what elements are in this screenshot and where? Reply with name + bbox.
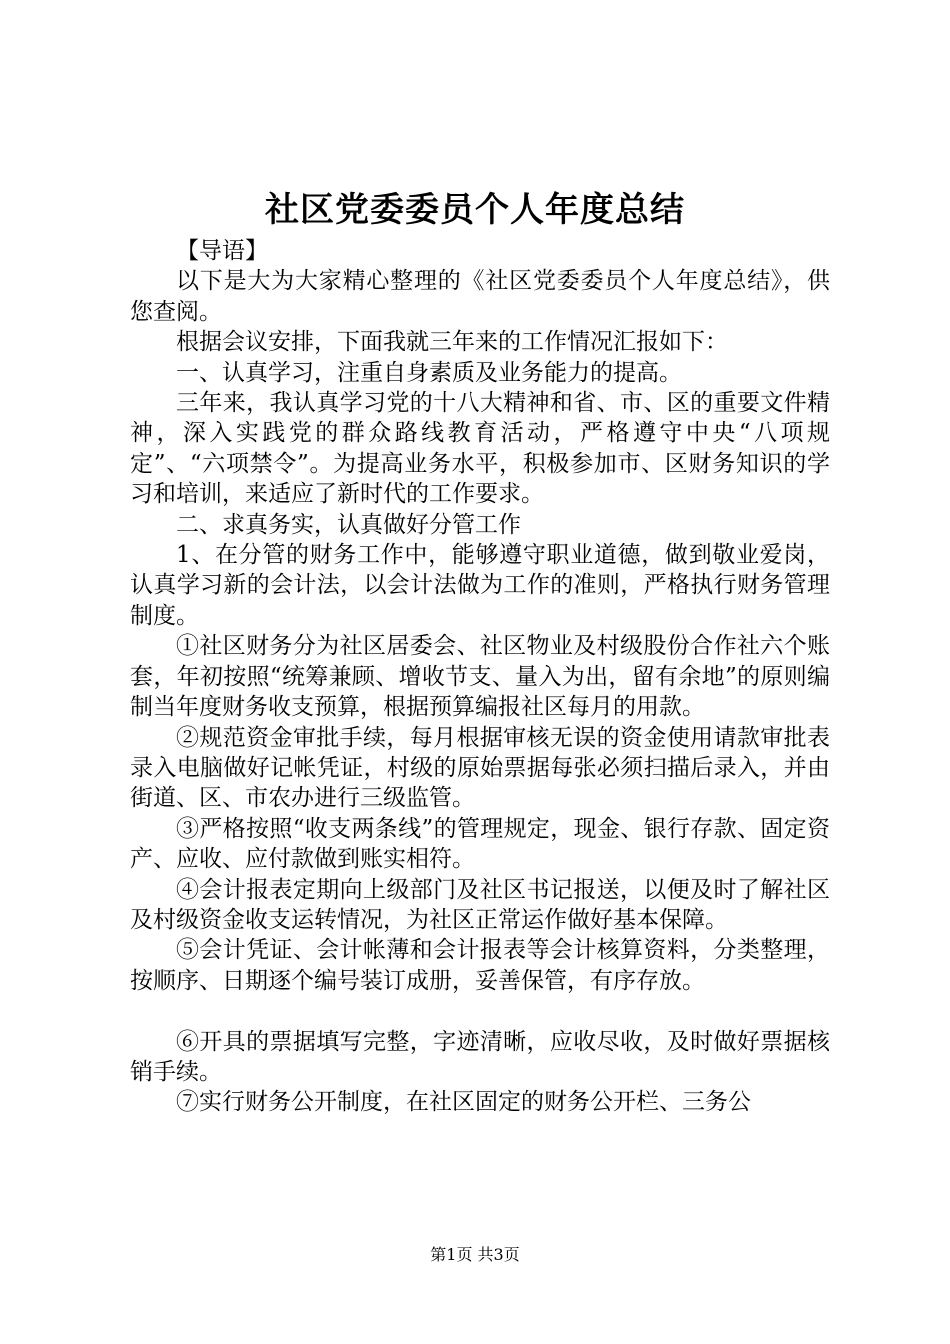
paragraph-opening: 根据会议安排，下面我就三年来的工作情况汇报如下： [176, 329, 728, 356]
paragraph-spacer [130, 996, 830, 1026]
paragraph-sub-item-4: ④会计报表定期向上级部门及社区书记报送，以便及时了解社区及村级资金收支运转情况，为社区正常运作做好基本保障。 [130, 876, 830, 933]
paragraph-sub-item-3: ③严格按照“收支两条线”的管理规定，现金、银行存款、固定资产、应收、应付款做到账实相符。 [130, 815, 830, 873]
paragraph-sub-item-5: ⑤会计凭证、会计帐薄和会计报表等会计核算资料，分类整理，按顺序、日期逐个编号装订成册，妥善保管，有序存放。 [130, 937, 830, 994]
paragraph-sub-item-6: ⑥开具的票据填写完整，字迹清晰，应收尽收，及时做好票据核销手续。 [130, 1028, 830, 1085]
paragraph-section-2-heading: 二、求真务实，认真做好分管工作 [176, 511, 521, 538]
paragraph-sub-item-1: ①社区财务分为社区居委会、社区物业及村级股份合作社六个账套，年初按照“统筹兼顾、增收节支、量入为出，留有余地”的原则编制当年度财务收支预算，根据预算编报社区每月的用款。 [130, 633, 830, 721]
paragraph-sub-item-7: ⑦实行财务公开制度，在社区固定的财务公开栏、三务公 [176, 1089, 751, 1116]
page-footer: 第1页 共3页 [430, 1245, 520, 1264]
paragraph-sub-item-2: ②规范资金审批手续，每月根据审核无误的资金使用请款审批表录入电脑做好记帐凭证，村级的原始票据每张必须扫描后录入，并由街道、区、市农办进行三级监管。 [130, 724, 830, 812]
paragraph-intro-label: 【导语】 [176, 238, 268, 264]
paragraph-section-1-body: 三年来，我认真学习党的十八大精神和省、市、区的重要文件精神，深入实践党的群众路线教育活动，严格遵守中央“八项规定”、“六项禁令”。为提高业务水平，积极参加市、区财务知识的学习和培训，来适应了新时代的工作要求。 [130, 390, 830, 508]
paragraph-item-1: 1、在分管的财务工作中，能够遵守职业道德，做到敬业爱岗，认真学习新的会计法，以会计法做为工作的准则，严格执行财务管理制度。 [130, 542, 830, 629]
document-title: 社区党委委员个人年度总结 [265, 190, 685, 230]
document-body [130, 236, 830, 1118]
paragraph-intro: 以下是大为大家精心整理的《社区党委委员个人年度总结》，供您查阅。 [130, 268, 830, 325]
paragraph-section-1-heading: 一、认真学习，注重自身素质及业务能力的提高。 [176, 359, 682, 386]
